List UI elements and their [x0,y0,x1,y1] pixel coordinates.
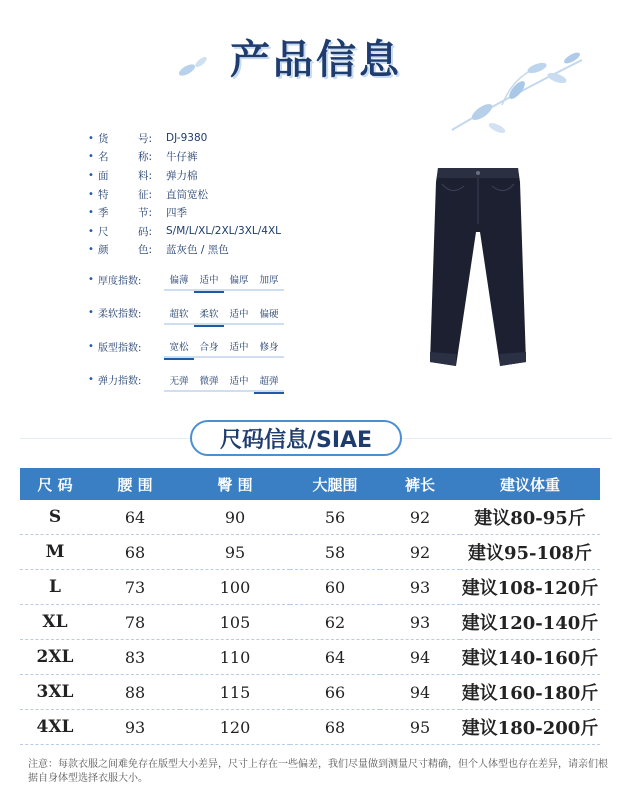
table-cell: 90 [180,500,290,535]
table-cell: 建议180-200斤 [460,710,600,745]
index-row [88,302,348,324]
table-header-cell: 腰 围 [90,468,180,500]
page-title: 产品信息 [230,37,402,83]
bullet-icon: • [88,225,94,237]
index-option: 加厚 [259,275,279,286]
index-label: 厚度指数: [98,275,142,287]
table-row [20,710,600,745]
table-cell: 62 [290,605,380,640]
index-label: 版型指数: [98,342,142,354]
index-option: 适中 [229,375,249,387]
spec-label-part: 颜 [98,244,109,257]
table-cell: 115 [180,675,290,710]
bullet-icon: • [88,132,94,144]
table-cell: 58 [290,535,380,570]
spec-list [88,129,348,259]
bullet-icon: • [88,169,94,181]
scale-selected-marker [194,287,224,293]
branch-decoration-icon [442,40,592,150]
table-header-cell: 建议体重 [460,468,600,500]
index-option: 无弹 [169,375,189,387]
spec-row [88,241,348,260]
bullet-icon: • [88,340,94,352]
index-option: 偏厚 [229,275,249,286]
spec-label [98,224,162,239]
table-cell: 建议80-95斤 [460,500,600,535]
spec-row [88,166,348,185]
index-option: 修身 [259,342,279,353]
table-cell: 92 [380,500,460,535]
spec-label-part: 货 [98,132,109,145]
bullet-icon: • [88,244,94,256]
bullet-icon: • [88,151,94,163]
spec-label-part: 名 [98,151,109,164]
index-scale [164,272,284,286]
table-cell: 64 [290,640,380,675]
table-cell: 68 [290,710,380,745]
table-cell: 建议108-120斤 [460,570,600,605]
bullet-icon: • [88,207,94,219]
spec-value: 弹力棉 [166,169,198,182]
spec-label-part: 称: [137,151,152,164]
scale-selected-marker [194,321,224,327]
size-table [20,468,600,745]
table-cell: 66 [290,675,380,710]
bullet-icon: • [88,307,94,318]
index-label: 柔软指数: [98,309,142,320]
table-header-cell: 尺 码 [20,468,90,500]
spec-label-part: 征: [137,188,152,201]
index-scale [164,339,284,353]
spec-value: 直筒宽松 [166,188,208,201]
index-option: 适中 [229,342,249,353]
table-row [20,500,600,535]
spec-label-part: 特 [98,188,109,201]
table-cell: 95 [180,535,290,570]
spec-label-part: 色: [137,244,152,257]
table-cell: 73 [90,570,180,605]
spec-label [98,149,162,164]
spec-label-part: 号: [137,132,152,145]
spec-value: 四季 [166,207,187,220]
bullet-icon: • [88,273,94,285]
index-option: 宽松 [169,342,189,353]
index-option: 适中 [199,275,219,286]
table-cell: L [20,570,90,605]
index-row [88,369,348,391]
spec-row [88,185,348,204]
table-cell: 92 [380,535,460,570]
table-cell: 64 [90,500,180,535]
spec-label-part: 面 [98,169,109,182]
table-cell: 100 [180,570,290,605]
jeans-product-image [408,162,548,372]
scale-selected-marker [254,388,284,394]
spec-value: 牛仔裤 [166,151,198,164]
spec-label-part: 料: [137,169,152,182]
index-option: 合身 [199,342,219,353]
table-cell: S [20,500,90,535]
table-cell: 88 [90,675,180,710]
table-header-cell: 臀 围 [180,468,290,500]
table-cell: 110 [180,640,290,675]
index-option: 偏硬 [259,308,279,320]
spec-value: 蓝灰色 / 黑色 [166,244,229,257]
scale-selected-marker [164,354,194,360]
spec-value: S/M/L/XL/2XL/3XL/4XL [166,225,282,238]
table-cell: 4XL [20,710,90,745]
spec-label [98,131,162,146]
index-option: 柔软 [199,308,219,320]
table-cell: 93 [380,605,460,640]
bullet-icon: • [88,374,94,385]
table-row [20,535,600,570]
scale-track [164,323,284,325]
table-header-cell: 大腿围 [290,468,380,500]
spec-label [98,242,162,257]
table-cell: 建议95-108斤 [460,535,600,570]
table-cell: 建议120-140斤 [460,605,600,640]
index-option: 偏薄 [169,275,189,286]
index-row [88,268,348,290]
table-cell: 2XL [20,640,90,675]
table-cell: 3XL [20,675,90,710]
size-note: 注意：每款衣服之间难免存在版型大小差异，尺寸上存在一些偏差，我们尽量做到测量尺寸精确，但个人体型也存在差异，请亲们根据自身体型选择衣服大小。 [28,759,608,784]
table-cell: 建议140-160斤 [460,640,600,675]
table-cell: 78 [90,605,180,640]
spec-row [88,148,348,167]
table-row [20,570,600,605]
table-row [20,675,600,710]
index-option: 超弹 [259,375,279,387]
table-row [20,640,600,675]
spec-label-part: 节: [137,207,152,220]
table-cell: 93 [380,570,460,605]
table-cell: 95 [380,710,460,745]
spec-label-part: 季 [98,207,109,220]
spec-label-part: 尺 [98,225,109,238]
table-header-cell: 裤长 [380,468,460,500]
table-cell: 68 [90,535,180,570]
table-cell: 83 [90,640,180,675]
table-cell: M [20,535,90,570]
table-header-row [20,468,600,500]
bullet-icon: • [88,188,94,200]
spec-label [98,187,162,202]
table-cell: 94 [380,640,460,675]
index-row [88,335,348,357]
index-option: 超软 [169,308,189,320]
table-cell: 93 [90,710,180,745]
table-row [20,605,600,640]
table-cell: 60 [290,570,380,605]
spec-row [88,203,348,222]
spec-row [88,129,348,148]
scale-track [164,289,284,291]
index-option: 适中 [229,308,249,320]
table-cell: 94 [380,675,460,710]
table-cell: 105 [180,605,290,640]
table-cell: 120 [180,710,290,745]
index-option: 微弹 [199,375,219,387]
spec-label [98,168,162,183]
size-section-title: 尺码信息/SIAE [190,420,402,456]
index-label: 弹力指数: [98,376,142,387]
table-cell: XL [20,605,90,640]
index-scale [164,373,284,387]
index-list [88,268,348,402]
table-cell: 建议160-180斤 [460,675,600,710]
spec-row [88,222,348,241]
leaf-decoration-icon [175,52,215,82]
spec-label-part: 码: [137,225,152,238]
spec-value: DJ-9380 [166,132,208,145]
spec-label [98,205,162,220]
index-scale [164,306,284,320]
table-cell: 56 [290,500,380,535]
